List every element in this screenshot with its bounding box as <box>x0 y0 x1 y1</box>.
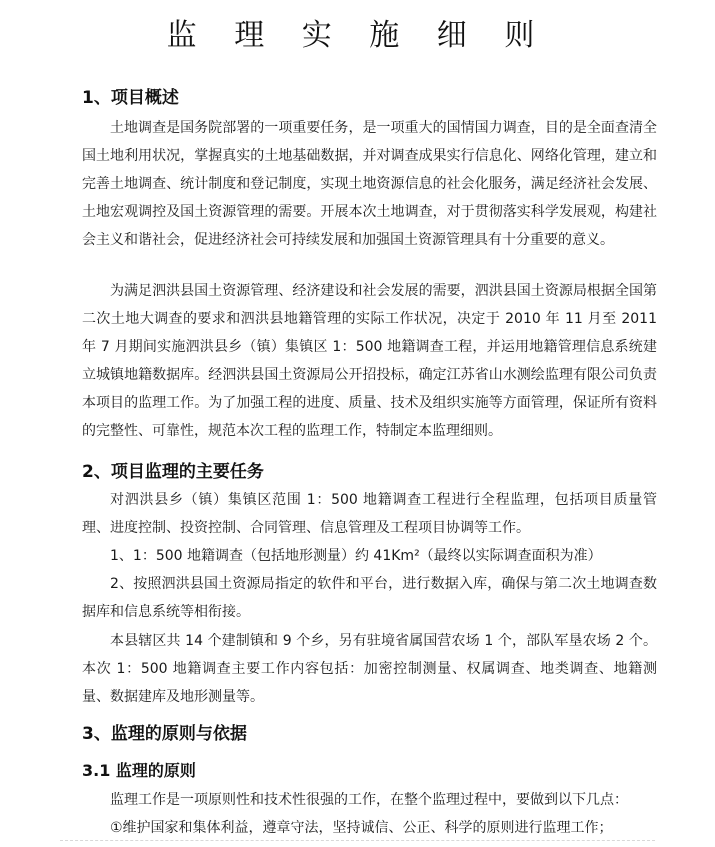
section-2-item-1: 1、1：500 地籍调查（包括地形测量）约 41Km²（最终以实际调查面积为准） <box>110 548 602 564</box>
section-3-1-heading: 3.1 监理的原则 <box>82 761 196 780</box>
page-bottom-rule <box>60 840 655 841</box>
section-2-heading: 2、项目监理的主要任务 <box>82 462 264 482</box>
section-2-paragraph-2: 本县辖区共 14 个建制镇和 9 个乡，另有驻境省属国营农场 1 个，部队军垦农场 2 个。本次 1：500 地籍调查主要工作内容包括：加密控制测量、权属调查、地类调查、地籍测量、数据建库及地形测量等。 <box>82 633 657 705</box>
section-1-paragraph-2: 为满足泗洪县国土资源管理、经济建设和社会发展的需要，泗洪县国土资源局根据全国第二次土地大调查的要求和泗洪县地籍管理的实际工作状况，决定于 2010 年 11 月至 2011 年 7 月期间实施泗洪县乡（镇）集镇区 1：500 地籍调查工程，并运用地籍管理信息系统建立城镇地籍数据库。经泗洪县国土资源局公开招投标，确定江苏省山水测绘监理有限公司负责本项目的监理工作。为了加强工程的进度、质量、技术及组织实施等方面管理，保证所有资料的完整性、可靠性，规范本次工程的监理工作，特制定本监理细则。 <box>82 283 657 439</box>
document-title: 监 理 实 施 细 则 <box>166 18 549 53</box>
section-3-1-item-1: ①维护国家和集体利益，遵章守法，坚持诚信、公正、科学的原则进行监理工作； <box>110 820 613 836</box>
section-1-paragraph-1: 土地调查是国务院部署的一项重要任务，是一项重大的国情国力调查，目的是全面查清全国土地利用状况，掌握真实的土地基础数据，并对调查成果实行信息化、网络化管理，建立和完善土地调查、统计制度和登记制度，实现土地资源信息的社会化服务，满足经济社会发展、土地宏观调控及国土资源管理的需要。开展本次土地调查，对于贯彻落实科学发展观，构建社会主义和谐社会，促进经济社会可持续发展和加强国土资源管理具有十分重要的意义。 <box>82 120 657 248</box>
section-2-item-2: 2、按照泗洪县国土资源局指定的软件和平台，进行数据入库，确保与第二次土地调查数据库和信息系统等相衔接。 <box>82 576 657 620</box>
section-3-heading: 3、监理的原则与依据 <box>82 724 247 744</box>
section-3-1-paragraph-1: 监理工作是一项原则性和技术性很强的工作，在整个监理过程中，要做到以下几点： <box>110 792 628 808</box>
section-1-heading: 1、项目概述 <box>82 88 179 108</box>
section-2-paragraph-1: 对泗洪县乡（镇）集镇区范围 1：500 地籍调查工程进行全程监理，包括项目质量管理、进度控制、投资控制、合同管理、信息管理及工程项目协调等工作。 <box>82 492 657 536</box>
